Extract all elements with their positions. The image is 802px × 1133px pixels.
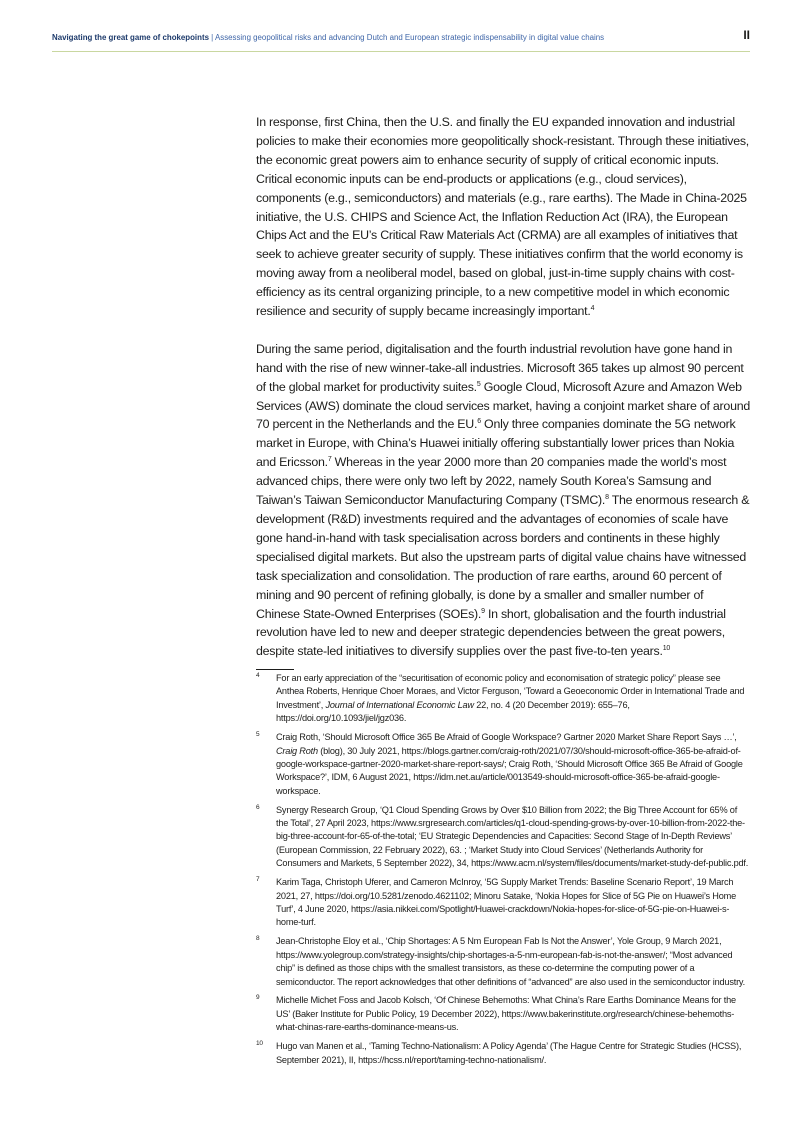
footnote-number: 6	[256, 803, 260, 811]
running-header	[52, 31, 750, 45]
footnote-ref-8[interactable]: 8	[605, 494, 609, 502]
header-separator: |	[211, 33, 214, 42]
paragraph-2-sentence: Google Cloud, Microsoft Azure and Amazon Web Services (AWS) dominate the cloud services market, having a conjoint market share of around 70 percent in the Netherlands and the EU.	[256, 379, 750, 432]
footnote-text	[276, 672, 750, 726]
page-number: II	[743, 28, 750, 42]
footnote-number: 7	[256, 876, 260, 884]
paragraph-2-sentence: Whereas in the year 2000 more than 20 companies made the world’s most advanced chips, there were only two left by 2022, namely South Korea’s Samsung and Taiwan’s Taiwan Semiconductor Manufacturing Company (TSMC).	[256, 455, 727, 508]
footnote-journal-title: Journal of International Economic Law	[325, 699, 474, 710]
footnote-blog-title: Craig Roth	[276, 745, 318, 756]
footnote-text-part: 22, no. 4 (20 December 2019): 655–76, https://doi.org/10.1093/jiel/jgz036.	[276, 699, 630, 724]
footnote-8	[256, 935, 750, 989]
footnote-text: Michelle Michet Foss and Jacob Kolsch, ‘Of Chinese Behemoths: What China’s Rare Earths Dominance Means for the US’ (Baker Institute for Public Policy, 19 December 2022), https://www.bakerinstitute.org/research/chinese-behemoths-what-chinas-rare-earths-dominance-means-us.	[276, 995, 736, 1033]
footnote-6	[256, 804, 750, 871]
footnote-7	[256, 876, 750, 930]
main-text	[256, 113, 750, 661]
footnote-text-part: (blog), 30 July 2021, https://blogs.gartner.com/craig-roth/2021/07/30/should-microsoft-office-365-be-afraid-of-google-workspace-gartner-2020-market-share-report-says/; Craig Roth, ‘Should Microsoft Office 365 Be Afraid of Google Workspace?’, IDM, 6 August 2021, https://idm.net.au/article/0013549-should-microsoft-office-365-be-afraid-google-workspace.	[276, 745, 743, 796]
footnote-9	[256, 994, 750, 1034]
paragraph-2	[256, 340, 750, 661]
paragraph-2-sentence: The enormous research & development (R&D) investments required and the advantages of economies of scale have gone hand-in-hand with task specialisation across borders and continents in these highly specialised digital markets. But also the upstream parts of digital value chains have witnessed task specialization and consolidation. The production of rare earths, around 60 percent of mining and 90 percent of refining globally, is done by a smaller and smaller number of Chinese State-Owned Enterprises (SOEs).	[256, 493, 750, 621]
footnote-number: 8	[256, 935, 260, 943]
footnote-divider	[256, 669, 294, 670]
footnote-ref-6[interactable]: 6	[477, 418, 481, 426]
footnote-ref-9[interactable]: 9	[481, 607, 485, 615]
paragraph-2-sentence: Only three companies dominate the 5G network market in Europe, with China’s Huawei initially offering substantially lower prices than Nokia and Ericsson.	[256, 417, 736, 470]
paragraph-2-sentence: During the same period, digitalisation and the fourth industrial revolution have gone hand in hand with the rise of new winner-take-all industries. Microsoft 365 takes up almost 90 percent of the global market for productivity suites.	[256, 341, 744, 394]
paragraph-2-sentence: In short, globalisation and the fourth industrial revolution have led to new and deeper strategic dependencies between the great powers, despite state-led initiatives to diversify supplies over the past five-to-ten years.	[256, 606, 726, 659]
footnotes	[256, 672, 750, 1072]
footnote-5	[256, 731, 750, 798]
footnote-ref-7[interactable]: 7	[327, 456, 332, 464]
footnote-text: Synergy Research Group, ‘Q1 Cloud Spending Grows by Over $10 Billion from 2022; the Big Three Account for 65% of the Total’, 27 April 2023, https://www.srgresearch.com/articles/q1-cloud-spending-grows-by-over-10-billion-from-2022-the-big-three-account-for-65-of-the-total; ‘EU Strategic Dependencies and Capacities: Second Stage of In-Depth Reviews’ (European Commission, 22 February 2022), 63. ; ‘Market Study into Cloud Services’ (Netherlands Authority for Consumers and Markets, 5 September 2022), 34, https://www.acm.nl/system/files/documents/market-study-def-public.pdf.	[276, 804, 749, 869]
footnote-4	[256, 672, 750, 726]
footnote-number: 4	[256, 672, 260, 679]
paragraph-1	[256, 113, 750, 321]
footnote-text	[276, 731, 750, 798]
footnote-ref-5[interactable]: 5	[476, 380, 481, 388]
report-subtitle: Assessing geopolitical risks and advancing Dutch and European strategic indispensability in digital value chains	[215, 33, 605, 42]
footnote-text: Jean-Christophe Eloy et al., ‘Chip Shortages: A 5 Nm European Fab Is Not the Answer’, Yole Group, 9 March 2021, https://www.yolegroup.com/strategy-insights/chip-shortages-a-5-nm-european-fab-is-not-the-answer/; “Most advanced chip” is defined as those chips with the smallest transistors, as these co-determine the computing power of a semiconductor. The report acknowledges that other definitions of “advanced” are also used in the semiconductor industry.	[276, 936, 745, 987]
footnote-ref-10[interactable]: 10	[662, 645, 670, 653]
footnote-number: 5	[256, 731, 260, 739]
footnote-10	[256, 1040, 750, 1067]
footnote-text: Hugo van Manen et al., ‘Taming Techno-Nationalism: A Policy Agenda’ (The Hague Centre for Strategic Studies (HCSS), September 2021), II, https://hcss.nl/report/taming-techno-nationalism/.	[276, 1041, 742, 1065]
footnote-ref-4[interactable]: 4	[590, 305, 595, 313]
footnote-text-part: For an early appreciation of the “securitisation of economic policy and economisation of strategic policy” please see Anthea Roberts, Henrique Choer Moraes, and Victor Ferguson, ‘Toward a Geoeconomic Order in International Trade and Investment’,	[276, 673, 745, 710]
footnote-number: 10	[256, 1040, 263, 1048]
report-title: Navigating the great game of chokepoints	[52, 33, 209, 42]
paragraph-1-text: In response, first China, then the U.S. and finally the EU expanded innovation and industrial policies to make their economies more geopolitically shock-resistant. Through these initiatives, the economic great powers aim to enhance security of supply of critical economic inputs. Critical economic inputs can be end-products or applications (e.g., cloud services), components (e.g., semiconductors) and materials (e.g., rare earths). The Made in China-2025 initiative, the U.S. CHIPS and Science Act, the Inflation Reduction Act (IRA), the European Chips Act and the EU’s Critical Raw Materials Act (CRMA) are all examples of initiatives that seek to achieve greater security of supply. These initiatives confirm that the world economy is moving away from a neoliberal model, based on global, just-in-time supply chains with cost-efficiency as its central organizing principle, to a new competitive model in which economic resilience and security of supply became increasingly important.	[256, 115, 749, 319]
footnote-text: Karim Taga, Christoph Uferer, and Cameron McInroy, ‘5G Supply Market Trends: Baseline Scenario Report’, 19 March 2021, 27, https://doi.org/10.5281/zenodo.4621102; Minoru Satake, ‘Nokia Hopes for Slice of 5G Pie on Huawei’s Home Turf’, 4 June 2020, https://asia.nikkei.com/Spotlight/Huawei-crackdown/Nokia-hopes-for-slice-of-5G-pie-on-Huawei-s-home-turf.	[276, 877, 737, 928]
header-divider	[52, 51, 750, 52]
footnote-text-part: Craig Roth, ‘Should Microsoft Office 365 Be Afraid of Google Workspace? Gartner 2020 Market Share Report Says …’,	[276, 732, 737, 743]
footnote-number: 9	[256, 994, 260, 1002]
